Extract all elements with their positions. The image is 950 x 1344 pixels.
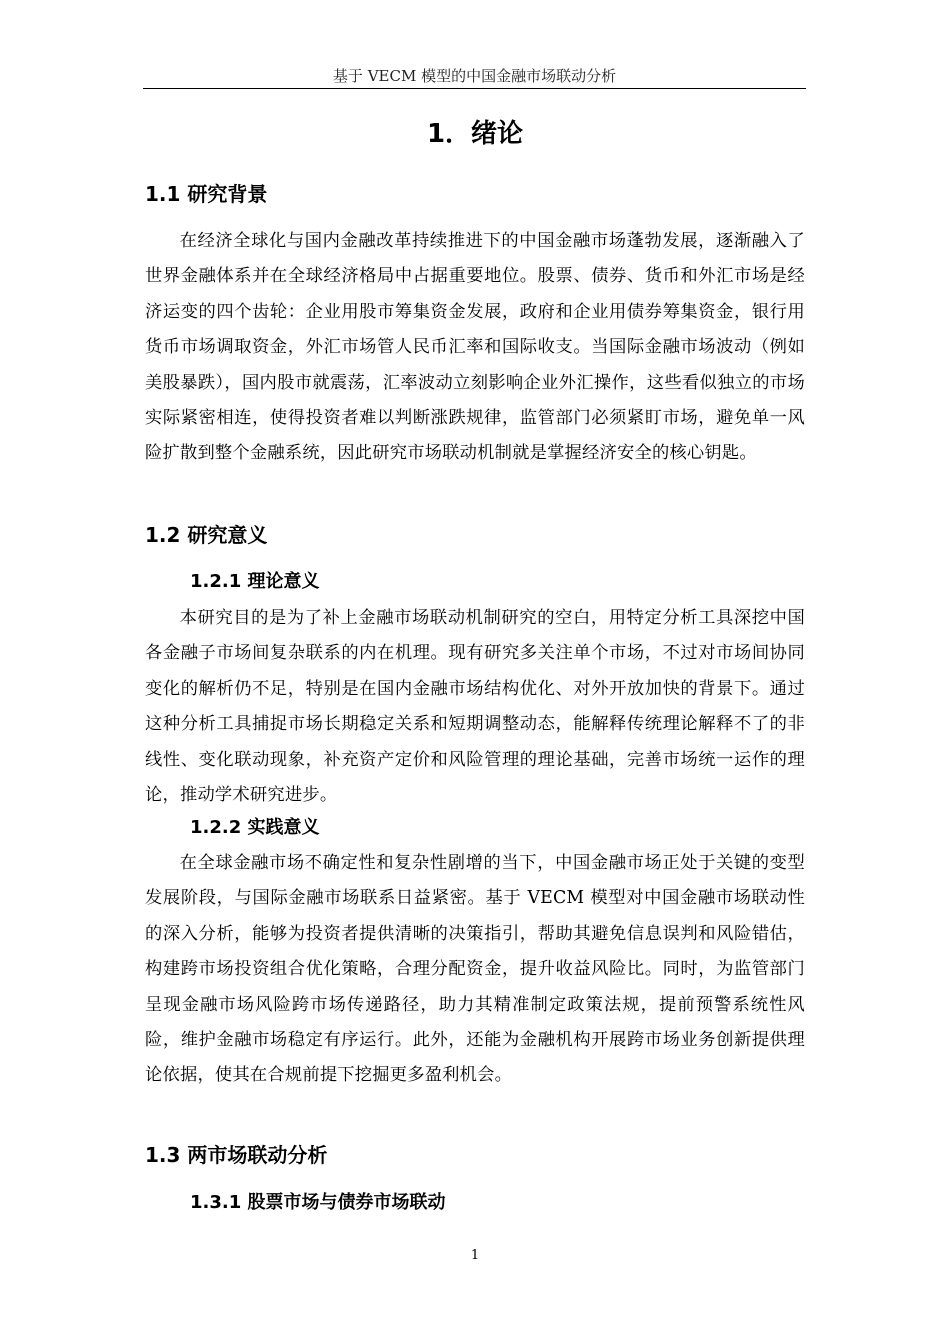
- section-heading-1-2: 1.2 研究意义: [145, 523, 268, 547]
- section-heading-1-2-2: 1.2.2 实践意义: [190, 817, 320, 838]
- section-heading-1-1: 1.1 研究背景: [145, 182, 268, 206]
- paragraph-theoretical-significance: 本研究目的是为了补上金融市场联动机制研究的空白，用特定分析工具深挖中国各金融子市场间复杂联系的内在机理。现有研究多关注单个市场，不过对市场间协同变化的解析仍不足，特别是在国内金融市场结构优化、对外开放加快的背景下。通过这种分析工具捕捉市场长期稳定关系和短期调整动态，能解释传统理论解释不了的非线性、变化联动现象，补充资产定价和风险管理的理论基础，完善市场统一运作的理论，推动学术研究进步。: [145, 608, 805, 806]
- chapter-title: 1．绪论: [426, 119, 524, 149]
- section-heading-1-3-1: 1.3.1 股票市场与债券市场联动: [190, 1192, 446, 1213]
- running-header: 基于 VECM 模型的中国金融市场联动分析: [332, 67, 617, 85]
- paragraph-research-background: 在经济全球化与国内金融改革持续推进下的中国金融市场蓬勃发展，逐渐融入了世界金融体系并在全球经济格局中占据重要地位。股票、债券、货币和外汇市场是经济运变的四个齿轮：企业用股市筹集资金发展，政府和企业用债券筹集资金，银行用货币市场调取资金，外汇市场管人民币汇率和国际收支。当国际金融市场波动（例如美股暴跌），国内股市就震荡，汇率波动立刻影响企业外汇操作，这些看似独立的市场实际紧密相连，使得投资者难以判断涨跌规律，监管部门必须紧盯市场，避免单一风险扩散到整个金融系统，因此研究市场联动机制就是掌握经济安全的核心钥匙。: [145, 231, 805, 464]
- section-heading-1-3: 1.3 两市场联动分析: [145, 1143, 328, 1167]
- section-heading-1-2-1: 1.2.1 理论意义: [190, 571, 320, 592]
- paragraph-practical-significance: 在全球金融市场不确定性和复杂性剧增的当下，中国金融市场正处于关键的变型发展阶段，与国际金融市场联系日益紧密。基于 VECM 模型对中国金融市场联动性的深入分析，能够为投资者提供清晰的决策指引，帮助其避免信息误判和风险错估，构建跨市场投资组合优化策略，合理分配资金，提升收益风险比。同时，为监管部门呈现金融市场风险跨市场传递路径，助力其精准制定政策法规，提前预警系统性风险，维护金融市场稳定有序运行。此外，还能为金融机构开展跨市场业务创新提供理论依据，使其在合规前提下挖掘更多盈利机会。: [145, 853, 805, 1086]
- header-rule: [143, 88, 806, 89]
- page-number: 1: [470, 1248, 480, 1263]
